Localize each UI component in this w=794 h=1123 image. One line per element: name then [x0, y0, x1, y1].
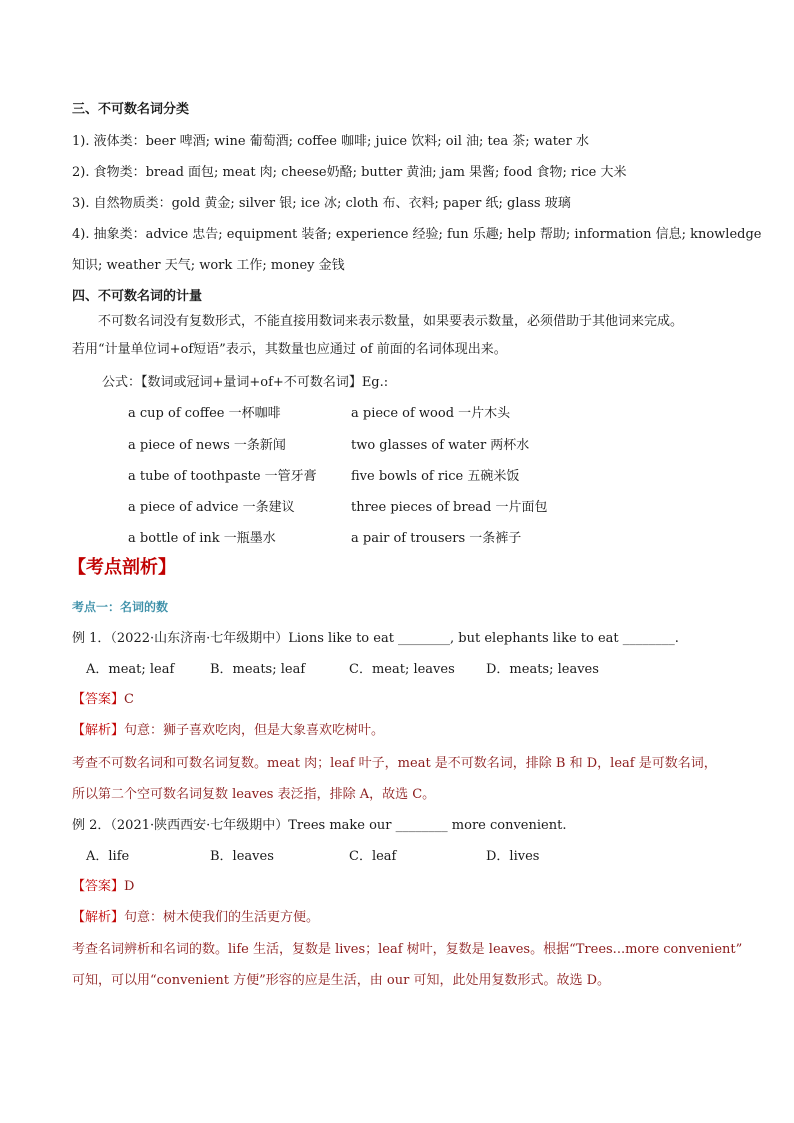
list-item-food: 2). 食物类：bread 面包; meat 肉; cheese奶酪; butter 黄油; jam 果酱; food 食物; rice 大米	[72, 165, 627, 180]
example-2-option-b: B．leaves	[210, 849, 274, 864]
formula: 公式：【数词或冠词+量词+of+不可数名词】Eg.:	[102, 375, 389, 390]
example-2-explanation	[72, 909, 319, 927]
example-left-2: a piece of news 一条新闻	[128, 438, 286, 453]
list-item-natural: 3). 自然物质类：gold 黄金; silver 银; ice 冰; cloth 布、衣料; paper 纸; glass 玻璃	[72, 196, 571, 211]
example-right-4: three pieces of bread 一片面包	[351, 500, 548, 515]
example-1-option-b: B．meats; leaf	[210, 662, 306, 677]
example-2-detail-1: 考查名词辨析和名词的数。life 生活，复数是 lives；leaf 树叶，复数是 leaves。根据“Trees...more convenient”	[72, 942, 743, 957]
example-right-5: a pair of trousers 一条裤子	[351, 531, 522, 546]
answer-value: C	[124, 692, 134, 707]
explanation-text: 句意：狮子喜欢吃肉，但是大象喜欢吃树叶。	[124, 723, 385, 738]
example-1-option-c: C．meat; leaves	[349, 662, 455, 677]
answer-label: 【答案】	[72, 879, 125, 894]
list-item-liquid: 1). 液体类：beer 啤酒; wine 葡萄酒; coffee 咖啡; juice 饮料; oil 油; tea 茶; water 水	[72, 134, 589, 149]
list-item-abstract: 4). 抽象类：advice 忠告; equipment 装备; experience 经验; fun 乐趣; help 帮助; information 信息; knowledge	[72, 227, 762, 242]
example-2-question: 例 2．（2021·陕西西安·七年级期中）Trees make our ________ more convenient.	[72, 818, 567, 833]
example-1-option-d: D．meats; leaves	[486, 662, 599, 677]
answer-label: 【答案】	[72, 692, 125, 707]
example-left-4: a piece of advice 一条建议	[128, 500, 295, 515]
explanation-label: 【解析】	[72, 723, 125, 738]
example-1-question: 例 1．（2022·山东济南·七年级期中）Lions like to eat ________, but elephants like to eat ________.	[72, 631, 679, 646]
example-right-1: a piece of wood 一片木头	[351, 406, 511, 421]
section-heading-3: 三、不可数名词分类	[72, 102, 190, 117]
example-left-1: a cup of coffee 一杯咖啡	[128, 406, 281, 421]
point-one-heading: 考点一：名词的数	[72, 600, 169, 614]
example-left-5: a bottle of ink 一瓶墨水	[128, 531, 276, 546]
list-item-abstract-cont: 知识; weather 天气; work 工作; money 金钱	[72, 258, 345, 273]
example-2-detail-2: 可知，可以用“convenient 方便”形容的应是生活，由 our 可知，此处用复数形式。故选 D。	[72, 973, 610, 988]
example-1-answer	[72, 691, 134, 709]
example-2-option-d: D．lives	[486, 849, 540, 864]
explanation-label: 【解析】	[72, 910, 125, 925]
example-left-3: a tube of toothpaste 一管牙膏	[128, 469, 317, 484]
example-1-detail-1: 考查不可数名词和可数名词复数。meat 肉；leaf 叶子，meat 是不可数名词，排除 B 和 D，leaf 是可数名词，	[72, 756, 717, 771]
example-2-answer	[72, 878, 134, 896]
analysis-heading: 【考点剖析】	[68, 557, 176, 578]
example-1-detail-2: 所以第二个空可数名词复数 leaves 表泛指，排除 A，故选 C。	[72, 787, 436, 802]
paragraph-2: 若用“计量单位词+of短语”表示，其数量也应通过 of 前面的名词体现出来。	[72, 342, 507, 357]
example-1-option-a: A．meat; leaf	[86, 662, 175, 677]
example-right-3: five bowls of rice 五碗米饭	[351, 469, 520, 484]
example-right-2: two glasses of water 两杯水	[351, 438, 530, 453]
example-2-option-c: C．leaf	[349, 849, 397, 864]
section-heading-4: 四、不可数名词的计量	[72, 289, 203, 304]
answer-value: D	[124, 879, 135, 894]
explanation-text: 句意：树木使我们的生活更方便。	[124, 910, 320, 925]
example-1-explanation	[72, 722, 384, 740]
example-2-option-a: A．life	[86, 849, 130, 864]
paragraph-1: 不可数名词没有复数形式，不能直接用数词来表示数量，如果要表示数量，必须借助于其他词来完成。	[98, 314, 684, 329]
